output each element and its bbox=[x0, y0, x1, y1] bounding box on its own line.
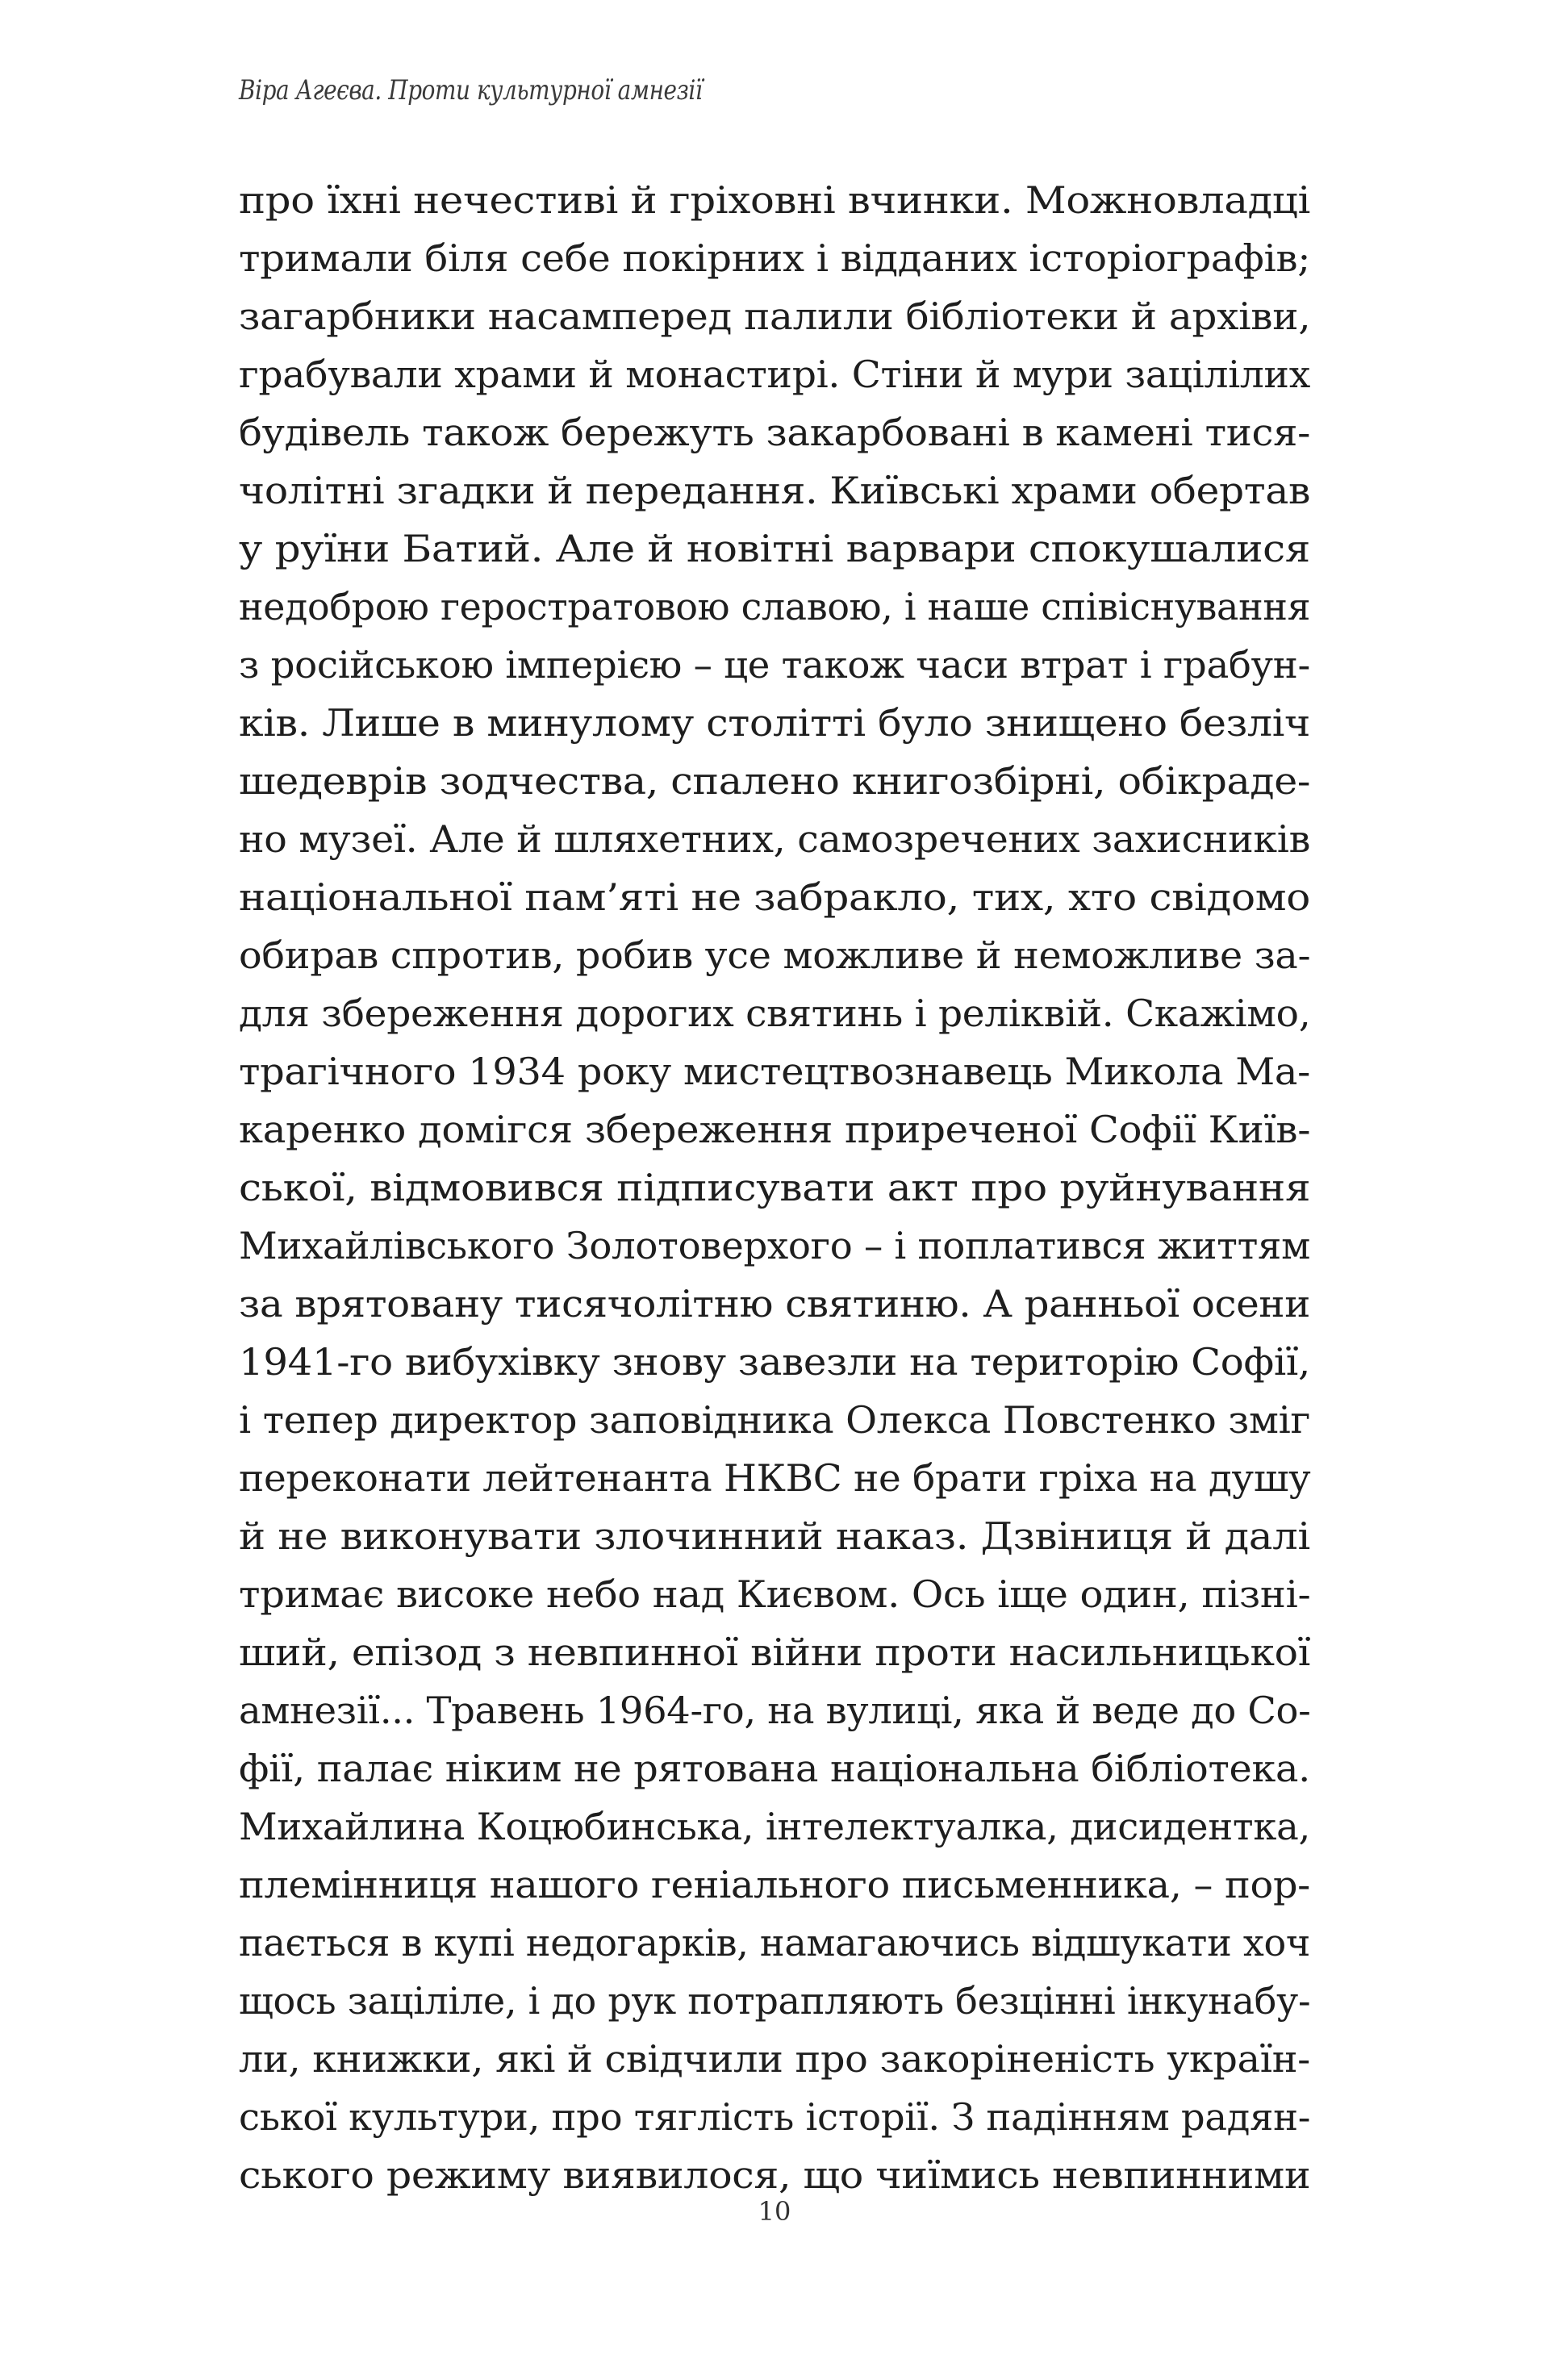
text-line: фії, палає ніким не рятована національна бібліотека. bbox=[239, 1747, 1310, 1790]
text-line: Михайлина Коцюбинська, інтелектуалка, дисидентка, bbox=[239, 1805, 1310, 1848]
text-line: й не виконувати злочинний наказ. Дзвіниця й далі bbox=[239, 1514, 1310, 1558]
text-line: ської, відмовився підписувати акт про руйнування bbox=[239, 1166, 1311, 1209]
text-line: переконати лейтенанта НКВС не брати гріха на душу bbox=[239, 1456, 1311, 1500]
text-line: будівель також бережуть закарбовані в камені тися- bbox=[239, 411, 1311, 454]
running-head: Віра Агеєва. Проти культурної амнезії bbox=[239, 74, 703, 106]
text-line: ший, епізод з невпинної війни проти насильницької bbox=[239, 1631, 1310, 1674]
text-line: но музеї. Але й шляхетних, самозречених захисників bbox=[239, 817, 1310, 861]
text-line: шедеврів зодчества, спалено книгозбірні, обікраде- bbox=[239, 759, 1311, 803]
text-line: ли, книжки, які й свідчили про закоріненість україн- bbox=[239, 2037, 1310, 2081]
text-line: недоброю геростратовою славою, і наше співіснування bbox=[239, 585, 1311, 628]
text-line: за врятовану тисячолітню святиню. А ранньої осени bbox=[239, 1282, 1310, 1326]
text-line: грабували храми й монастирі. Стіни й мури зацілілих bbox=[239, 353, 1310, 396]
text-line: тримає високе небо над Києвом. Ось іще один, пізні- bbox=[239, 1572, 1311, 1616]
text-line: і тепер директор заповідника Олекса Повстенко зміг bbox=[239, 1398, 1310, 1442]
text-line: пається в купі недогарків, намагаючись відшукати хоч bbox=[239, 1921, 1311, 1965]
text-line: обирав спротив, робив усе можливе й неможливе за- bbox=[239, 933, 1311, 977]
text-line: каренко домігся збереження приреченої Софії Київ- bbox=[239, 1108, 1311, 1151]
text-line: з російською імперією – це також часи втрат і грабун- bbox=[239, 643, 1310, 687]
text-line: ського режиму виявилося, що чиїмись невпинними bbox=[239, 2153, 1311, 2197]
text-line: тримали біля себе покірних і відданих історіографів; bbox=[239, 236, 1311, 280]
text-line: племінниця нашого геніального письменника, – пор- bbox=[239, 1863, 1310, 1906]
text-line: щось заціліле, і до рук потрапляють безцінні інкунабу- bbox=[239, 1979, 1311, 2023]
text-line: чолітні згадки й передання. Київські храми обертав bbox=[239, 469, 1311, 512]
text-line: ської культури, про тяглість історії. З падінням радян- bbox=[239, 2095, 1311, 2139]
text-line: загарбники насамперед палили бібліотеки й архіви, bbox=[239, 294, 1311, 338]
page-number: 10 bbox=[758, 2196, 791, 2227]
text-line: для збереження дорогих святинь і реліквій. Скажімо, bbox=[239, 992, 1311, 1035]
text-line: про їхні нечестиві й гріховні вчинки. Можновладці bbox=[239, 178, 1310, 222]
body-text bbox=[239, 171, 1310, 2204]
text-line: у руїни Батий. Але й новітні варвари спокушалися bbox=[239, 527, 1310, 570]
text-line: ків. Лише в минулому столітті було знищено безліч bbox=[239, 701, 1310, 745]
text-line: амнезії... Травень 1964-го, на вулиці, яка й веде до Со- bbox=[239, 1689, 1311, 1732]
text-line: Михайлівського Золотоверхого – і поплатився життям bbox=[239, 1224, 1311, 1267]
text-line: 1941-го вибухівку знову завезли на територію Софії, bbox=[239, 1340, 1310, 1384]
text-line: трагічного 1934 року мистецтвознавець Микола Ма- bbox=[239, 1050, 1310, 1093]
text-line: національної пам’яті не забракло, тих, хто свідомо bbox=[239, 875, 1310, 919]
